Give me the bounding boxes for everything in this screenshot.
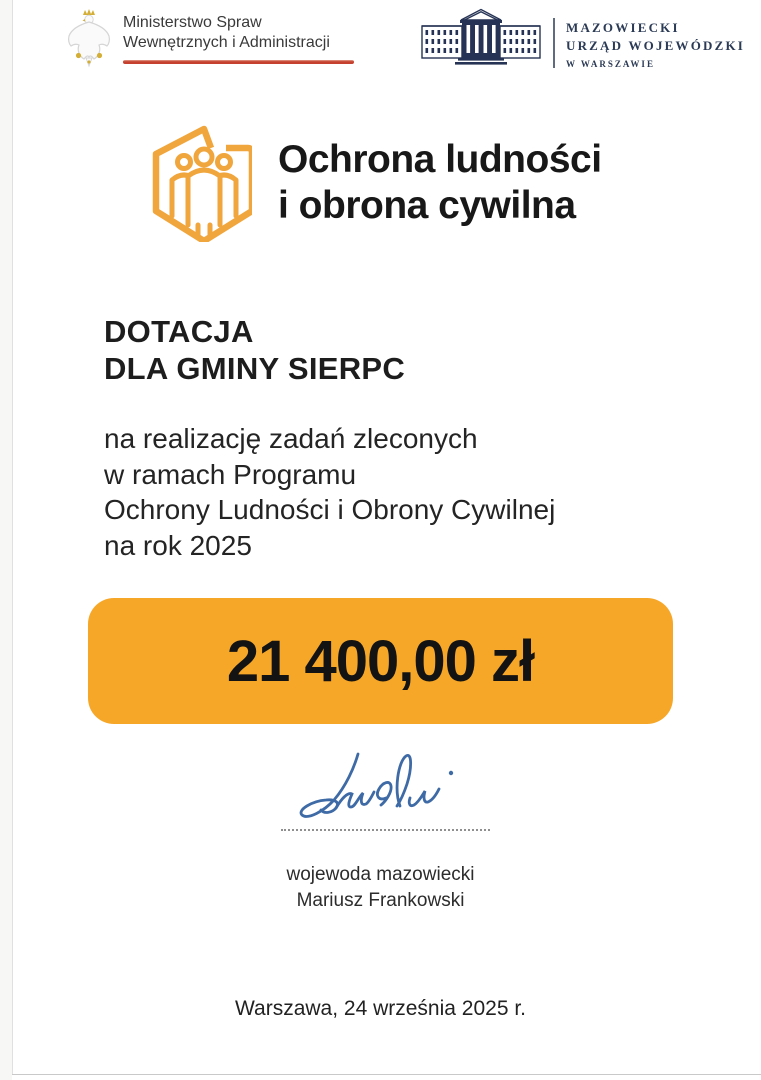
grant-heading	[104, 313, 405, 387]
program-title-line2: i obrona cywilna	[278, 184, 576, 227]
grant-description-line: na rok 2025	[104, 529, 252, 561]
signer-name: Mariusz Frankowski	[296, 890, 465, 911]
scan-edge-left-strip	[0, 0, 12, 1080]
program-title-line1: Ochrona ludności	[278, 138, 602, 181]
civil-protection-icon	[152, 124, 252, 242]
ministry-name-line1: Ministerstwo Spraw	[123, 14, 262, 31]
signer-title: wojewoda mazowiecki	[286, 864, 475, 885]
grant-heading-line2: DLA GMINY SIERPC	[104, 351, 406, 386]
grant-description-line: w ramach Programu	[104, 458, 357, 490]
government-building-icon	[416, 6, 548, 78]
scan-edge-bottom-line	[12, 1074, 761, 1075]
voivodeship-office-logo	[416, 6, 745, 78]
handwritten-signature-icon	[288, 746, 478, 831]
office-name-line2: URZĄD WOJEWÓDZKI	[566, 38, 746, 53]
grant-heading-line1: DOTACJA	[104, 314, 254, 349]
program-logo	[152, 124, 602, 242]
ministry-name-line2: Wewnętrznych i Administracji	[123, 34, 330, 51]
place-date: Warszawa, 24 września 2025 r.	[234, 997, 527, 1020]
ministry-logo	[64, 8, 354, 68]
grant-description-line: Ochrony Ludności i Obrony Cywilnej	[104, 494, 556, 525]
logo-divider	[553, 18, 555, 68]
office-name-line3: W WARSZAWIE	[566, 59, 655, 69]
grant-amount-badge	[88, 598, 673, 724]
signer-block	[0, 862, 761, 914]
grant-description	[104, 421, 555, 563]
ministry-red-underline	[123, 60, 354, 64]
signature-line	[281, 829, 490, 831]
polish-eagle-icon	[64, 8, 114, 68]
office-name-line1: MAZOWIECKI	[566, 20, 680, 35]
grant-description-line: na realizację zadań zleconych	[104, 423, 478, 454]
grant-amount: 21 400,00 zł	[226, 628, 535, 694]
